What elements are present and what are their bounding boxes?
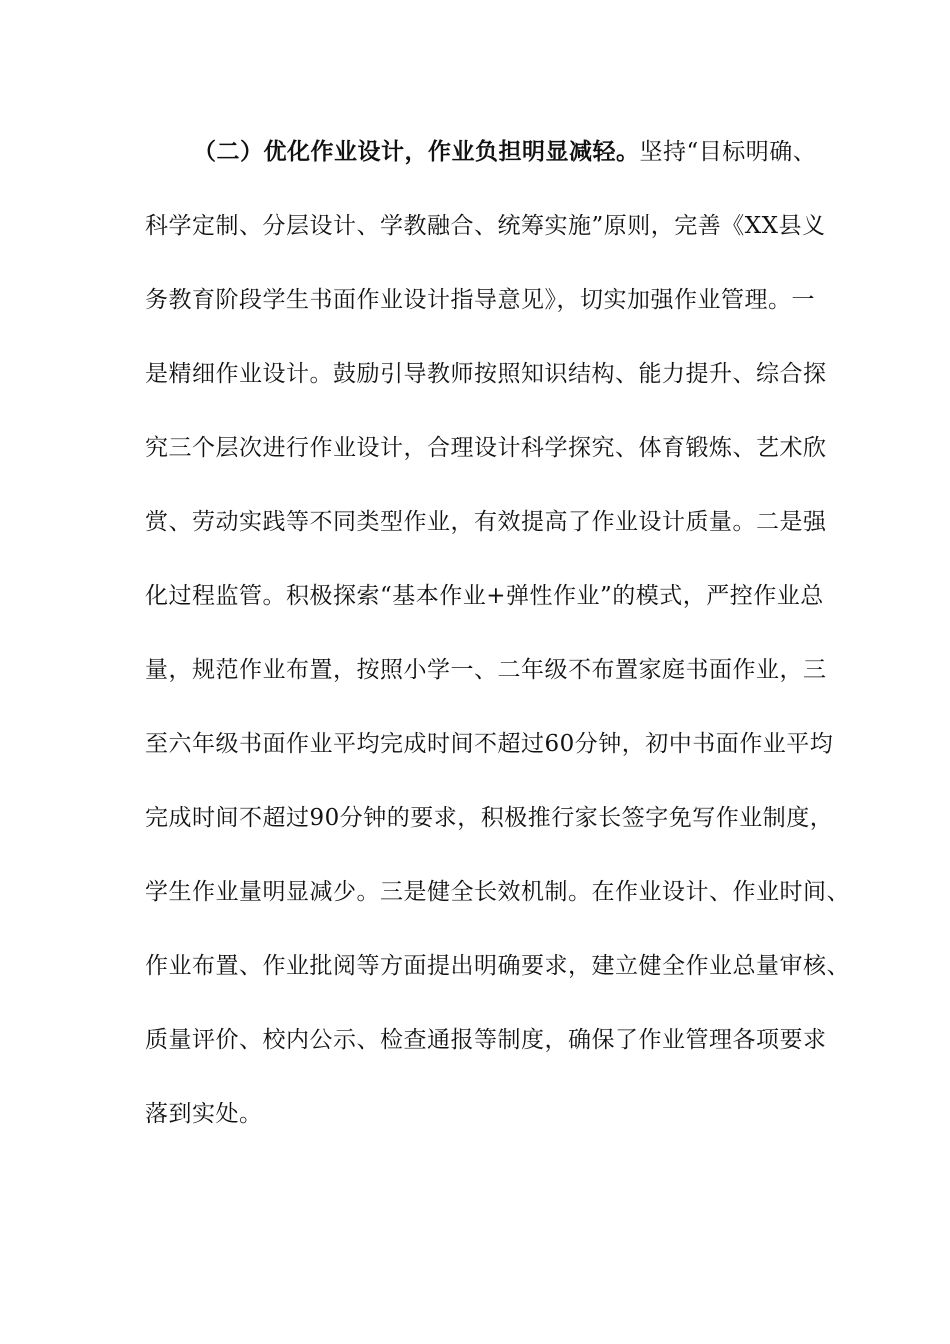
paragraph-line-3: 务教育阶段学生书面作业设计指导意见》，切实加强作业管理。一 (145, 287, 815, 313)
paragraph-line-1 (145, 130, 817, 204)
section-heading: （二）优化作业设计，作业负担明显减轻。 (193, 138, 640, 165)
paragraph-line-6: 赏、劳动实践等不同类型作业，有效提高了作业设计质量。二是强 (145, 509, 827, 535)
paragraph-line-10: 完成时间不超过90分钟的要求，积极推行家长签字免写作业制度， (145, 805, 834, 831)
paragraph-line-13: 质量评价、校内公示、检查通报等制度，确保了作业管理各项要求 (145, 1027, 827, 1053)
paragraph-line-2: 科学定制、分层设计、学教融合、统筹实施”原则，完善《XX县义 (145, 213, 826, 239)
paragraph-line-11: 学生作业量明显减少。三是健全长效机制。在作业设计、作业时间、 (145, 879, 850, 905)
paragraph-line-14: 落到实处。 (145, 1101, 263, 1127)
paragraph-line-7: 化过程监管。积极探索“基本作业+弹性作业”的模式，严控作业总 (145, 583, 824, 609)
paragraph-line-5: 究三个层次进行作业设计，合理设计科学探究、体育锻炼、艺术欣 (145, 435, 827, 461)
body-paragraph (145, 130, 850, 1166)
paragraph-line-12: 作业布置、作业批阅等方面提出明确要求，建立健全作业总量审核、 (145, 953, 850, 979)
paragraph-line-4: 是精细作业设计。鼓励引导教师按照知识结构、能力提升、综合探 (145, 361, 827, 387)
paragraph-line-9: 至六年级书面作业平均完成时间不超过60分钟，初中书面作业平均 (145, 731, 834, 757)
paragraph-text: 坚持“目标明确、 (639, 139, 817, 165)
paragraph-line-8: 量，规范作业布置，按照小学一、二年级不布置家庭书面作业，三 (145, 657, 827, 683)
